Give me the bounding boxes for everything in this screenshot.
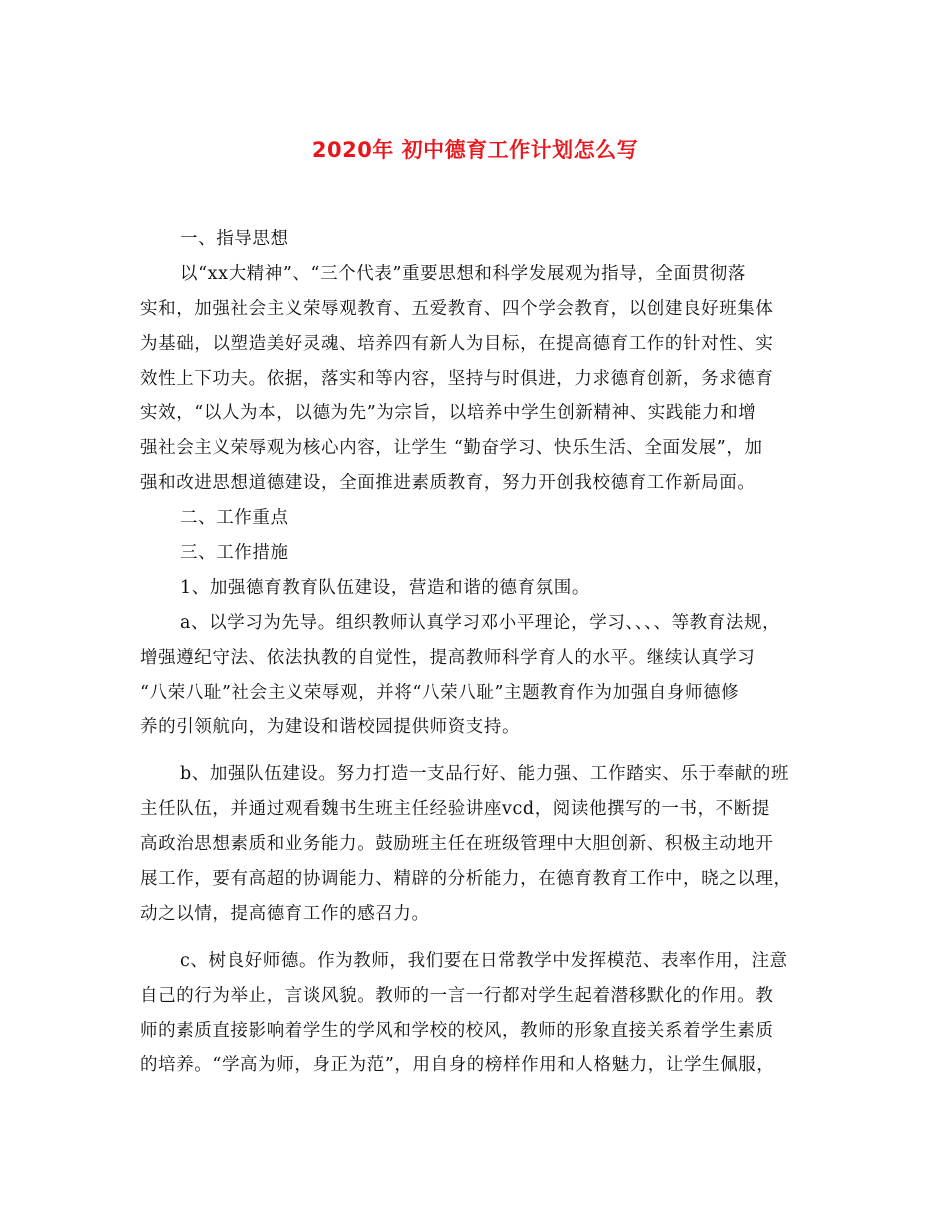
text-line: 自己的行为举止，言谈风貌。教师的一言一行都对学生起着潜移默化的作用。教	[140, 985, 774, 1006]
text-line: 1、加强德育教育队伍建设，营造和谐的德育氛围。	[180, 577, 590, 598]
text-line: 强社会主义荣辱观为核心内容，让学生 “勤奋学习、快乐生活、全面发展”，加	[140, 438, 763, 459]
text-line: 三、工作措施	[180, 543, 289, 564]
text-line: 养的引领航向，为建设和谐校园提供师资支持。	[140, 717, 521, 738]
text-line: 实效，“以人为本，以德为先”为宗旨，以培养中学生创新精神、实践能力和增	[140, 403, 757, 424]
document-body	[140, 222, 812, 1083]
text-line: c、树良好师德。作为教师，我们要在日常教学中发挥模范、表率作用，注意	[180, 950, 788, 971]
text-line: 一、指导思想	[180, 229, 289, 249]
text-line: 展工作，要有高超的协调能力、精辟的分析能力，在德育教育工作中，晓之以理，	[140, 869, 792, 890]
text-line: 效性上下功夫。依据，落实和等内容，坚持与时俱进，力求德育创新，务求德育	[140, 368, 774, 389]
text-line: b、加强队伍建设。努力打造一支品行好、能力强、工作踏实、乐于奉献的班	[180, 764, 790, 785]
text-line: a、以学习为先导。组织教师认真学习邓小平理论，学习、、、、等教育法规，	[180, 612, 781, 633]
text-line: 为基础，以塑造美好灵魂、培养四有新人为目标，在提高德育工作的针对性、实	[140, 333, 774, 354]
text-line: “八荣八耻”社会主义荣辱观，并将“八荣八耻”主题教育作为加强自身师德修	[140, 682, 740, 703]
text-line: 师的素质直接影响着学生的学风和学校的校风，教师的形象直接关系着学生素质	[140, 1020, 774, 1041]
document-title: 2020年 初中德育工作计划怎么写	[311, 138, 639, 162]
text-line: 动之以情，提高德育工作的感召力。	[140, 903, 430, 924]
text-line: 增强遵纪守法、依法执教的自觉性，提高教师科学育人的水平。继续认真学习	[140, 647, 756, 668]
text-line: 二、工作重点	[180, 508, 289, 529]
text-line: 的培养。“学高为师，身正为范”，用自身的榜样作用和人格魅力，让学生佩服，	[140, 1055, 775, 1076]
text-line: 高政治思想素质和业务能力。鼓励班主任在班级管理中大胆创新、积极主动地开	[140, 834, 774, 855]
text-line: 实和，加强社会主义荣辱观教育、五爱教育、四个学会教育，以创建良好班集体	[140, 298, 774, 319]
text-line: 强和改进思想道德建设，全面推进素质教育，努力开创我校德育工作新局面。	[140, 473, 756, 494]
text-line: 以“xx大精神”、“三个代表”重要思想和科学发展观为指导，全面贯彻落	[180, 263, 746, 284]
text-line: 主任队伍，并通过观看魏书生班主任经验讲座vcd，阅读他撰写的一书，不断提	[140, 799, 770, 820]
